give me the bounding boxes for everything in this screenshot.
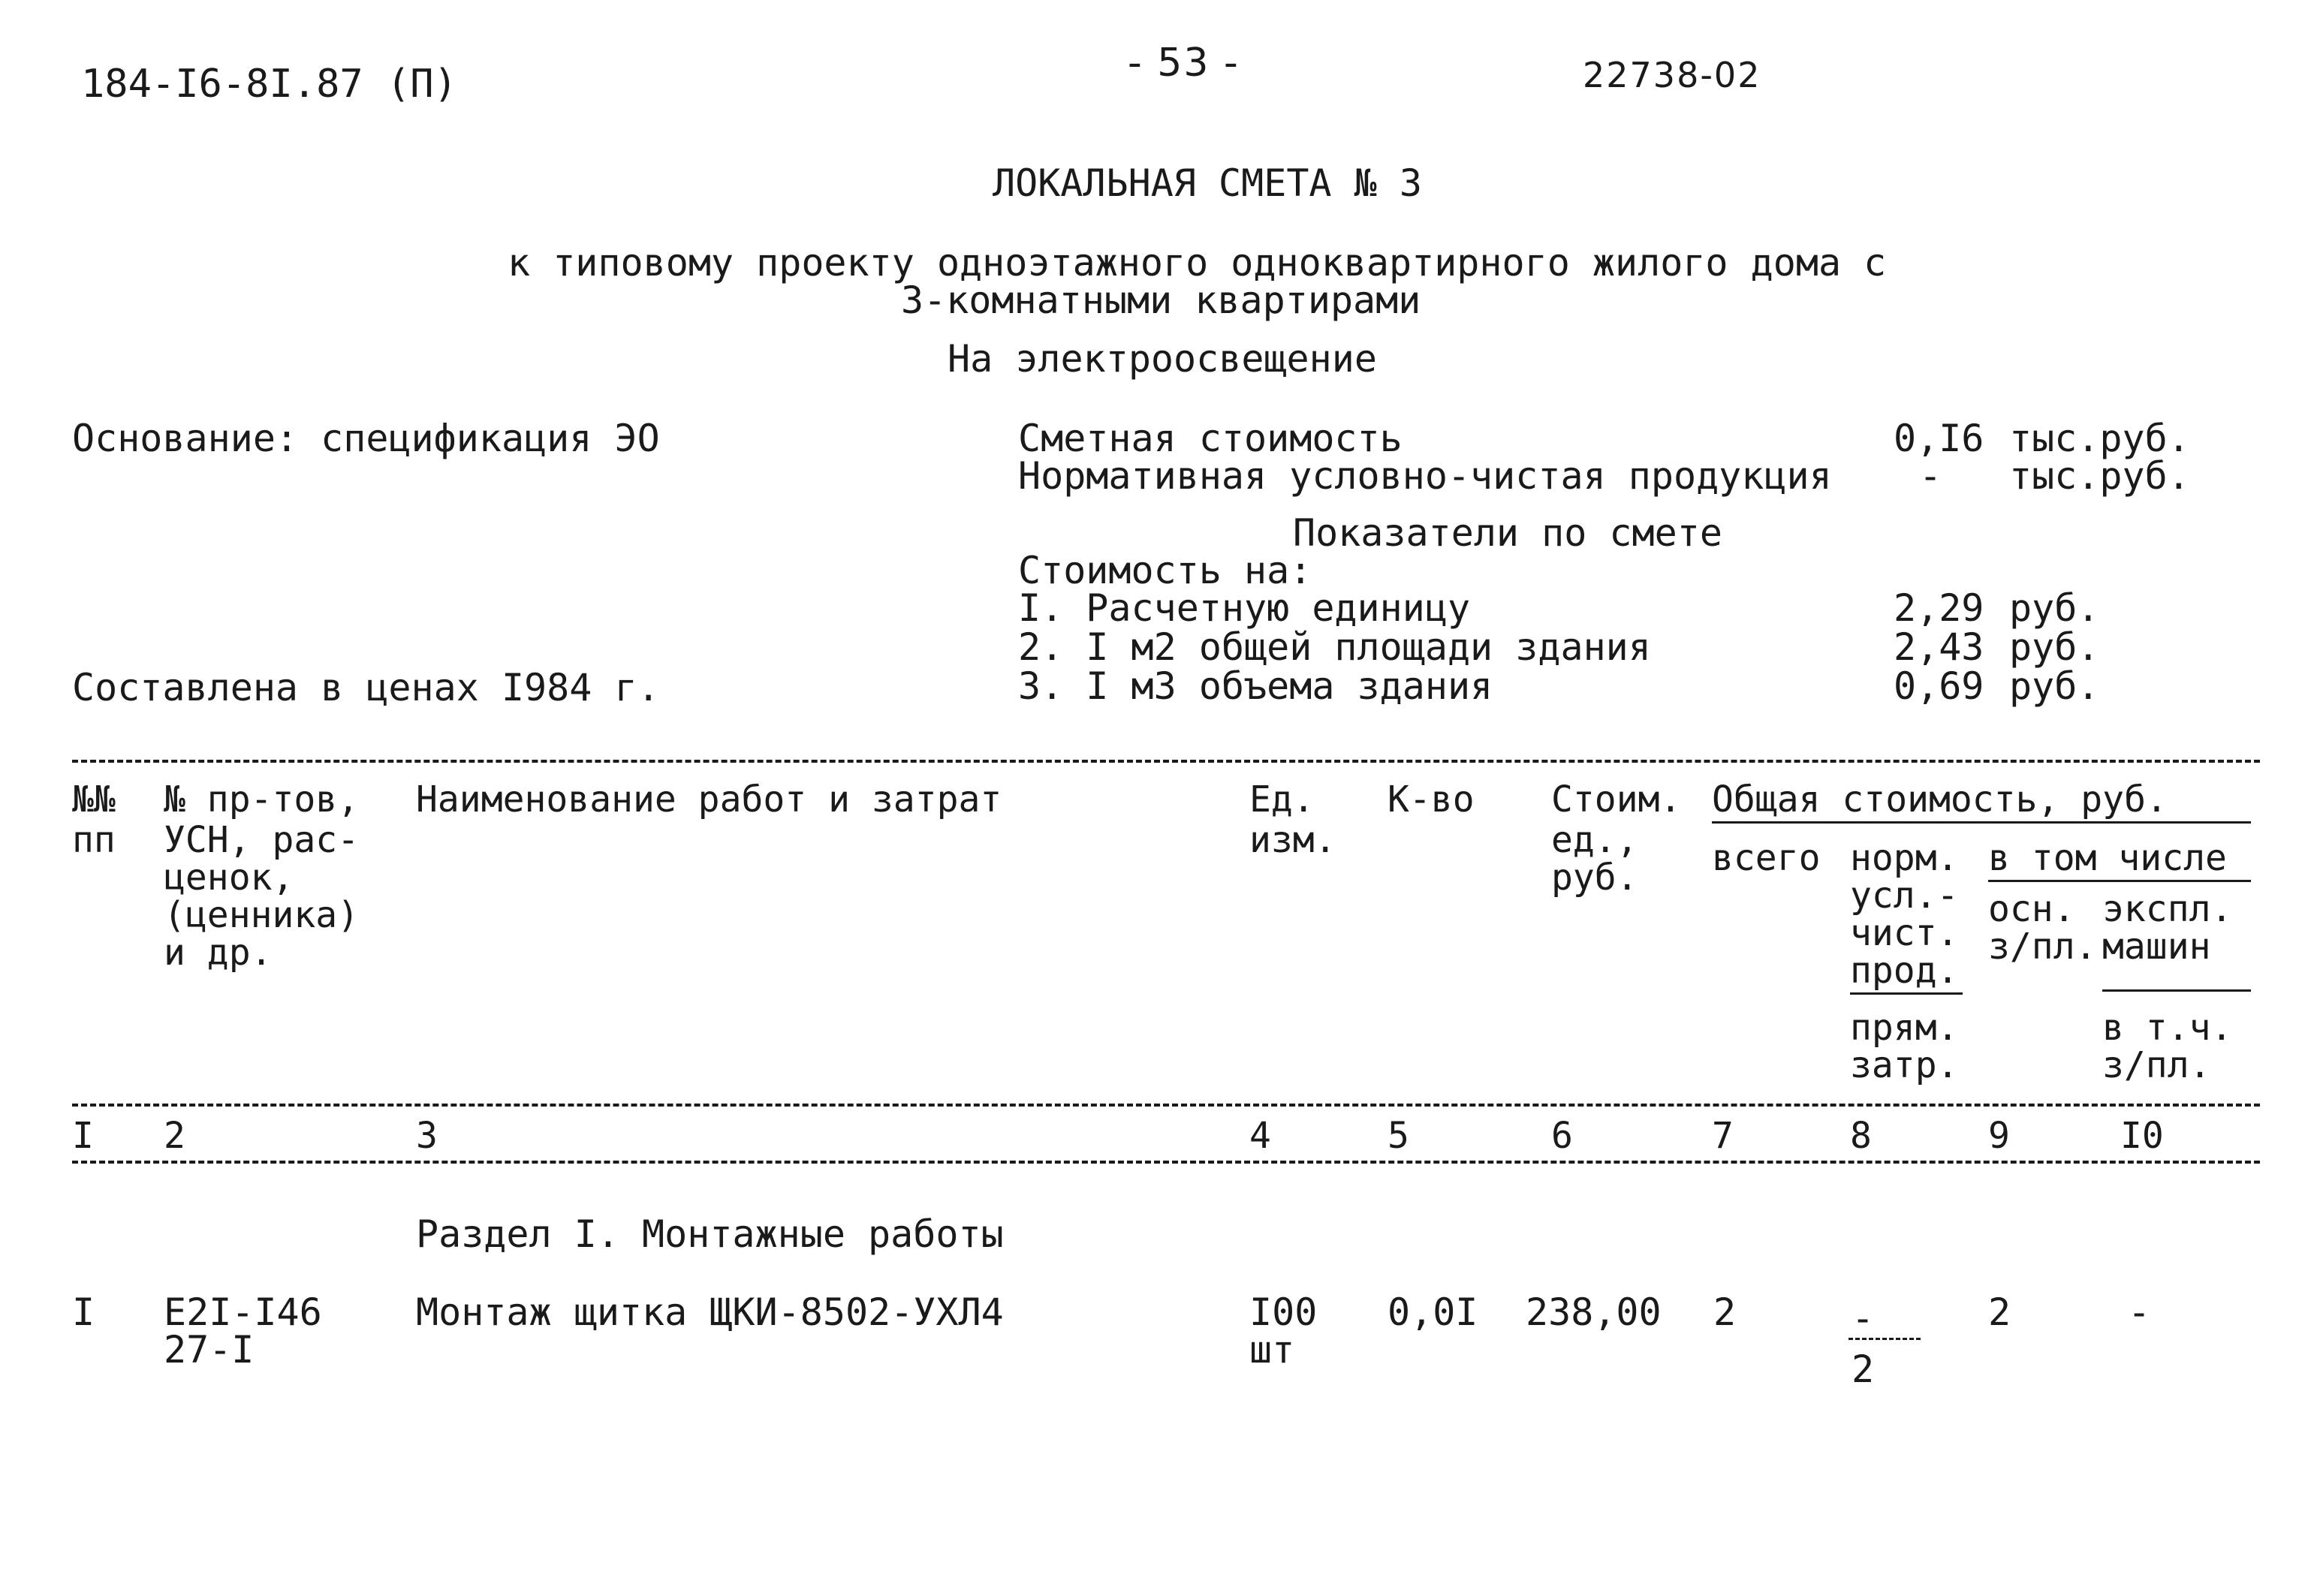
header-norm: усл.- <box>1850 875 1959 917</box>
including-underline <box>1988 880 2251 882</box>
indicator-label: 2. I м2 общей площади здания <box>1018 625 1651 669</box>
page-number: - 53 - <box>1128 41 1240 86</box>
header-incl-wages: в т.ч. <box>2102 1007 2233 1049</box>
row-unit: I00 <box>1249 1290 1318 1334</box>
total-cost-underline <box>1712 821 2251 824</box>
column-number: 9 <box>1988 1115 2010 1157</box>
row-norm-top: - <box>1852 1296 1875 1340</box>
indicator-label: 3. I м3 объема здания <box>1018 664 1493 708</box>
header-code: (ценника) <box>164 894 360 936</box>
header-code: УСН, рас- <box>164 819 360 861</box>
header-incl-wages: з/пл. <box>2102 1044 2211 1086</box>
net-product-unit: тыс.руб. <box>2009 454 2190 498</box>
header-norm: чист. <box>1850 912 1959 954</box>
header-unit: изм. <box>1249 819 1336 861</box>
header-unit-cost: руб. <box>1551 857 1638 899</box>
subtitle-line-2: 3-комнатными квартирами <box>901 279 1421 322</box>
doc-code: 184-I6-8I.87 (П) <box>81 62 457 107</box>
column-number: 4 <box>1249 1115 1271 1157</box>
norm-underline <box>1850 992 1963 995</box>
row-norm-fraction-line <box>1849 1338 1921 1340</box>
estimate-subject: На электроосвещение <box>948 337 1377 381</box>
header-norm: прод. <box>1850 950 1959 992</box>
row-qty: 0,0I <box>1388 1290 1478 1334</box>
indicator-unit: руб. <box>2009 586 2100 630</box>
column-number: I0 <box>2120 1115 2164 1157</box>
indicator-value: 2,43 <box>1894 625 1984 669</box>
header-wages: осн. <box>1988 888 2075 930</box>
net-product-value: - <box>1919 454 1942 498</box>
header-code: ценок, <box>164 857 294 899</box>
row-norm-bottom: 2 <box>1852 1348 1875 1391</box>
estimated-cost-value: 0,I6 <box>1894 417 1984 460</box>
column-number: 6 <box>1551 1115 1573 1157</box>
indicator-label: I. Расчетную единицу <box>1018 586 1471 630</box>
estimate-title: ЛОКАЛЬНАЯ СМЕТА № 3 <box>993 161 1422 205</box>
table-header-bottom-rule <box>72 1104 2260 1107</box>
header-unit-cost: Стоим. <box>1551 778 1682 821</box>
prices-year-text: Составлена в ценах I984 г. <box>72 666 660 709</box>
cost-for-label: Стоимость на: <box>1018 549 1312 592</box>
row-code: 27-I <box>164 1328 255 1372</box>
column-numbers-bottom-rule <box>72 1161 2260 1164</box>
column-number: I <box>72 1115 94 1157</box>
header-machines: экспл. <box>2102 888 2233 930</box>
column-number: 7 <box>1712 1115 1734 1157</box>
header-unit-cost: ед., <box>1551 819 1638 861</box>
column-number: 3 <box>416 1115 438 1157</box>
header-norm: норм. <box>1850 837 1959 879</box>
table-top-rule <box>72 760 2260 763</box>
header-direct-costs: затр. <box>1850 1044 1959 1086</box>
header-qty: К-во <box>1388 778 1475 821</box>
row-machines: - <box>2128 1290 2151 1334</box>
header-num: №№ <box>72 778 116 821</box>
header-machines: машин <box>2102 926 2211 968</box>
row-unit: шт <box>1249 1328 1295 1372</box>
archive-number: 22738-02 <box>1583 55 1761 95</box>
estimated-cost-unit: тыс.руб. <box>2009 417 2190 460</box>
header-unit: Ед. <box>1249 778 1315 821</box>
row-wages: 2 <box>1988 1290 2011 1334</box>
header-code: и др. <box>164 932 273 974</box>
header-direct-costs: прям. <box>1850 1007 1959 1049</box>
header-wages: з/пл. <box>1988 926 2097 968</box>
indicator-unit: руб. <box>2009 664 2100 708</box>
header-total: всего <box>1712 837 1821 879</box>
row-name: Монтаж щитка ЩКИ-8502-УХЛ4 <box>416 1290 1004 1334</box>
header-name: Наименование работ и затрат <box>416 778 1002 821</box>
row-code: Е2I-I46 <box>164 1290 322 1334</box>
row-unit-cost: 238,00 <box>1526 1290 1662 1334</box>
indicator-unit: руб. <box>2009 625 2100 669</box>
row-total: 2 <box>1713 1290 1737 1334</box>
indicator-value: 0,69 <box>1894 664 1984 708</box>
row-num: I <box>72 1290 95 1334</box>
net-product-label: Нормативная условно-чистая продукция <box>1018 454 1832 498</box>
section-title: Раздел I. Монтажные работы <box>416 1212 1004 1256</box>
header-num: пп <box>72 819 116 861</box>
column-number: 8 <box>1850 1115 1872 1157</box>
header-total-cost: Общая стоимость, руб. <box>1712 778 2168 821</box>
column-number: 2 <box>164 1115 185 1157</box>
basis-text: Основание: спецификация ЭО <box>72 417 660 460</box>
indicator-value: 2,29 <box>1894 586 1984 630</box>
header-code: № пр-тов, <box>164 778 360 821</box>
column-number: 5 <box>1388 1115 1409 1157</box>
estimated-cost-label: Сметная стоимость <box>1018 417 1403 460</box>
header-including: в том числе <box>1988 837 2227 879</box>
indicators-title: Показатели по смете <box>1293 511 1722 555</box>
subtitle-line-1: к типовому проекту одноэтажного одноквартирного жилого дома с <box>508 241 1887 285</box>
machines-underline <box>2102 989 2251 992</box>
